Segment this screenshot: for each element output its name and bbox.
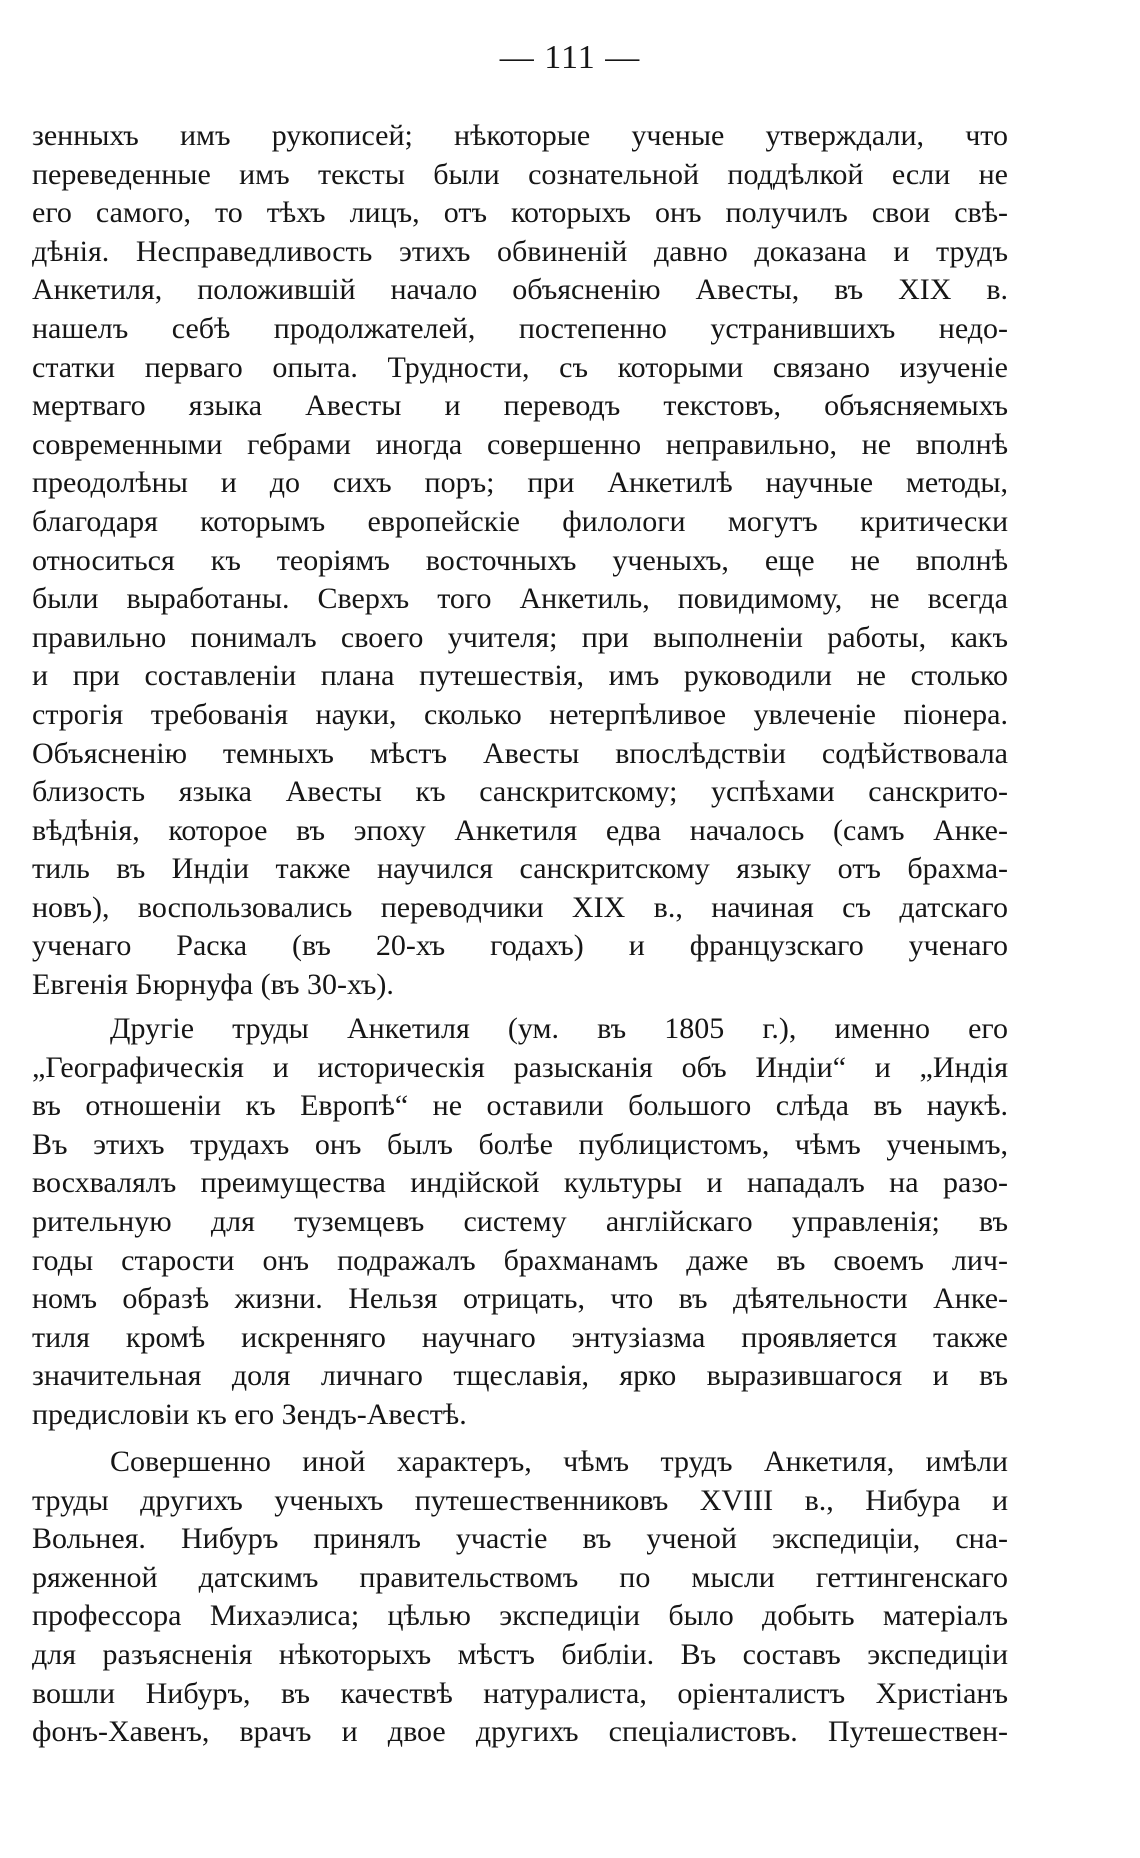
text-line: строгія требованія науки, сколько нетерпѣливое увлеченіе піонера.	[32, 697, 1008, 731]
text-line: преодолѣны и до сихъ поръ; при Анкетилѣ научные методы,	[32, 466, 1008, 500]
text-line: Въ этихъ трудахъ онъ былъ болѣе публицистомъ, чѣмъ ученымъ,	[32, 1127, 1008, 1161]
text-line: профессора Михаэлиса; цѣлью экспедиціи было добыть матеріалъ	[32, 1599, 1008, 1633]
text-line: нашелъ себѣ продолжателей, постепенно устранившихъ недо-	[32, 311, 1008, 345]
text-line: Другіе труды Анкетиля (ум. въ 1805 г.), именно его	[110, 1012, 1008, 1045]
text-line: въ отношеніи къ Европѣ“ не оставили большого слѣда въ наукѣ.	[32, 1089, 1008, 1123]
text-line: благодаря которымъ европейскіе филологи могутъ критически	[32, 504, 1008, 538]
text-line: статки перваго опыта. Трудности, съ которыми связано изученіе	[32, 350, 1008, 384]
text-line: Вольнея. Нибуръ принялъ участіе въ ученой экспедиціи, сна-	[32, 1522, 1008, 1556]
text-line: тиль въ Индіи также научился санскритскому языку отъ брахма-	[32, 852, 1008, 886]
text-line: новъ), воспользовались переводчики XIX в., начиная съ датскаго	[32, 890, 1008, 924]
paragraph-2	[32, 1010, 1008, 1435]
text-line: ученаго Раска (въ 20-хъ годахъ) и французскаго ученаго	[32, 929, 1008, 963]
text-line: современными гебрами иногда совершенно неправильно, не вполнѣ	[32, 427, 1008, 461]
text-line: относиться къ теоріямъ восточныхъ ученыхъ, еще не вполнѣ	[32, 543, 1008, 577]
text-line: мертваго языка Авесты и переводъ текстовъ, объясняемыхъ	[32, 389, 1008, 423]
text-line: фонъ-Хавенъ, врачъ и двое другихъ спеціалистовъ. Путешествен-	[32, 1715, 1008, 1749]
text-line: для разъясненія нѣкоторыхъ мѣстъ библіи. Въ составъ экспедиціи	[32, 1637, 1008, 1671]
text-line: были выработаны. Сверхъ того Анкетиль, повидимому, не всегда	[32, 582, 1008, 616]
text-line: „Географическія и историческія разысканія объ Индіи“ и „Индія	[32, 1050, 1008, 1084]
paragraph-3	[32, 1443, 1008, 1752]
text-line: и при составленіи плана путешествія, имъ руководили не столько	[32, 659, 1008, 693]
text-line: дѣнія. Несправедливость этихъ обвиненій давно доказана и трудъ	[32, 234, 1008, 268]
text-line: тиля кромѣ искренняго научнаго энтузіазма проявляется также	[32, 1320, 1008, 1354]
text-line: труды другихъ ученыхъ путешественниковъ XVIII в., Нибура и	[32, 1483, 1008, 1517]
text-line: правильно понималъ своего учителя; при выполненіи работы, какъ	[32, 620, 1008, 654]
text-line: значительная доля личнаго тщеславія, ярко выразившагося и въ	[32, 1359, 1008, 1393]
text-line: восхвалялъ преимущества индійской культуры и нападалъ на разо-	[32, 1166, 1008, 1200]
text-line: вошли Нибуръ, въ качествѣ натуралиста, оріенталистъ Христіанъ	[32, 1676, 1008, 1710]
text-line: зенныхъ имъ рукописей; нѣкоторые ученые утверждали, что	[32, 119, 1008, 152]
text-line: Евгенія Бюрнуфа (въ 30-хъ).	[32, 968, 394, 1002]
text-line: переведенные имъ тексты были сознательной поддѣлкой если не	[32, 157, 1008, 191]
text-line: вѣдѣнія, которое въ эпоху Анкетиля едва началось (самъ Анке-	[32, 813, 1008, 847]
text-line: предисловіи къ его Зендъ-Авестѣ.	[32, 1397, 467, 1431]
page-number: — 111 —	[499, 39, 641, 76]
text-line: Анкетиля, положившій начало объясненію Авесты, въ XIX в.	[32, 273, 1008, 307]
text-line: его самого, то тѣхъ лицъ, отъ которыхъ онъ получилъ свои свѣ-	[32, 196, 1008, 230]
text-line: Объясненію темныхъ мѣстъ Авесты впослѣдствіи содѣйствовала	[32, 736, 1008, 770]
text-line: ряженной датскимъ правительствомъ по мысли геттингенскаго	[32, 1560, 1008, 1594]
text-line: годы старости онъ подражалъ брахманамъ даже въ своемъ лич-	[32, 1243, 1008, 1277]
paragraph-1	[32, 117, 1008, 1005]
text-line: рительную для туземцевъ систему англійскаго управленія; въ	[32, 1204, 1008, 1238]
text-line: близость языка Авесты къ санскритскому; успѣхами санскрито-	[32, 775, 1008, 809]
text-line: номъ образѣ жизни. Нельзя отрицать, что въ дѣятельности Анке-	[32, 1282, 1008, 1316]
text-line: Совершенно иной характеръ, чѣмъ трудъ Анкетиля, имѣли	[110, 1445, 1008, 1478]
